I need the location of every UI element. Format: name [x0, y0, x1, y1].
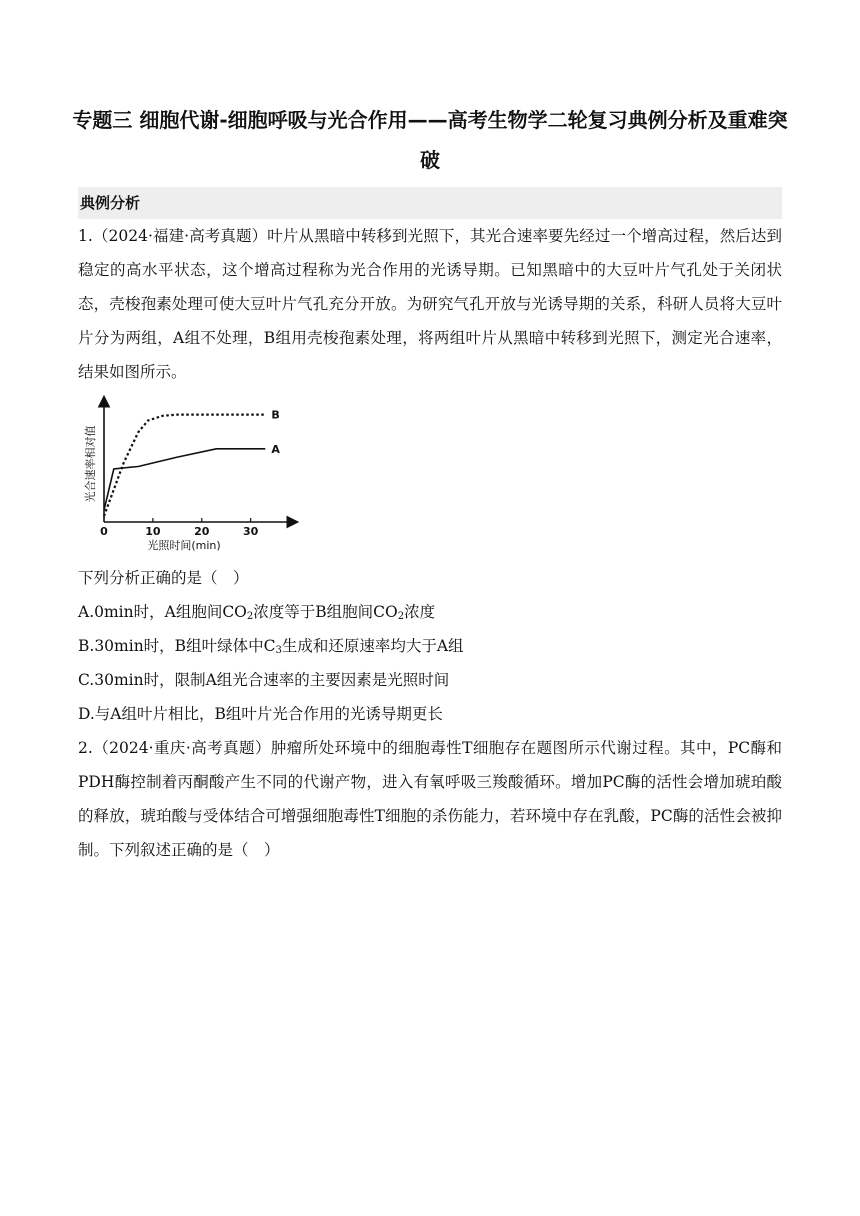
document-title: 专题三 细胞代谢-细胞呼吸与光合作用——高考生物学二轮复习典例分析及重难突破 [72, 108, 788, 172]
option-b[interactable]: B.30min时，B组叶绿体中$C_3$生成和还原速率均大于A组 [78, 637, 464, 656]
section-label: 典例分析 [80, 194, 141, 212]
series-line-b [104, 415, 265, 516]
question-1-prompt: 下列分析正确的是（ ） [78, 569, 249, 587]
option-c[interactable]: C.30min时，限制A组光合速率的主要因素是光照时间 [78, 671, 450, 689]
photosynthesis-rate-chart [84, 392, 304, 558]
question-2-stem: 2.（2024·重庆·高考真题）肿瘤所处环境中的细胞毒性T细胞存在题图所示代谢过程。其中，PC酶和PDH酶控制着丙酮酸产生不同的代谢产物，进入有氧呼吸三羧酸循环。增加PC酶的活性会增加琥珀酸的释放，琥珀酸与受体结合可增强细胞毒性T细胞的杀伤能力，若环境中存在乳酸，PC酶的活性会被抑制。下列叙述正确的是（ ） [78, 739, 782, 859]
series-line-a [104, 449, 265, 510]
x-tick-label: 30 [243, 525, 259, 538]
y-axis-label: 光合速率相对值 [84, 425, 97, 503]
series-label-b: B [271, 408, 280, 422]
option-a[interactable]: A.0min时，A组胞间$CO_2$浓度等于B组胞间$CO_2$浓度 [78, 603, 436, 622]
section-header [78, 187, 782, 219]
option-d[interactable]: D.与A组叶片相比，B组叶片光合作用的光诱导期更长 [78, 705, 443, 723]
x-axis-label: 光照时间(min) [147, 539, 221, 552]
question-1-stem: 1.（2024·福建·高考真题）叶片从黑暗中转移到光照下，其光合速率要先经过一个增高过程，然后达到稳定的高水平状态，这个增高过程称为光合作用的光诱导期。已知黑暗中的大豆叶片气孔处于关闭状态，壳梭孢素处理可使大豆叶片气孔充分开放。为研究气孔开放与光诱导期的关系，科研人员将大豆叶片分为两组，A组不处理，B组用壳梭孢素处理，将两组叶片从黑暗中转移到光照下，测定光合速率，结果如图所示。 [78, 227, 782, 381]
x-tick-label: 10 [145, 525, 161, 538]
series-label-a: A [271, 442, 280, 456]
x-tick-label: 20 [194, 525, 210, 538]
x-tick-label: 0 [100, 525, 108, 538]
